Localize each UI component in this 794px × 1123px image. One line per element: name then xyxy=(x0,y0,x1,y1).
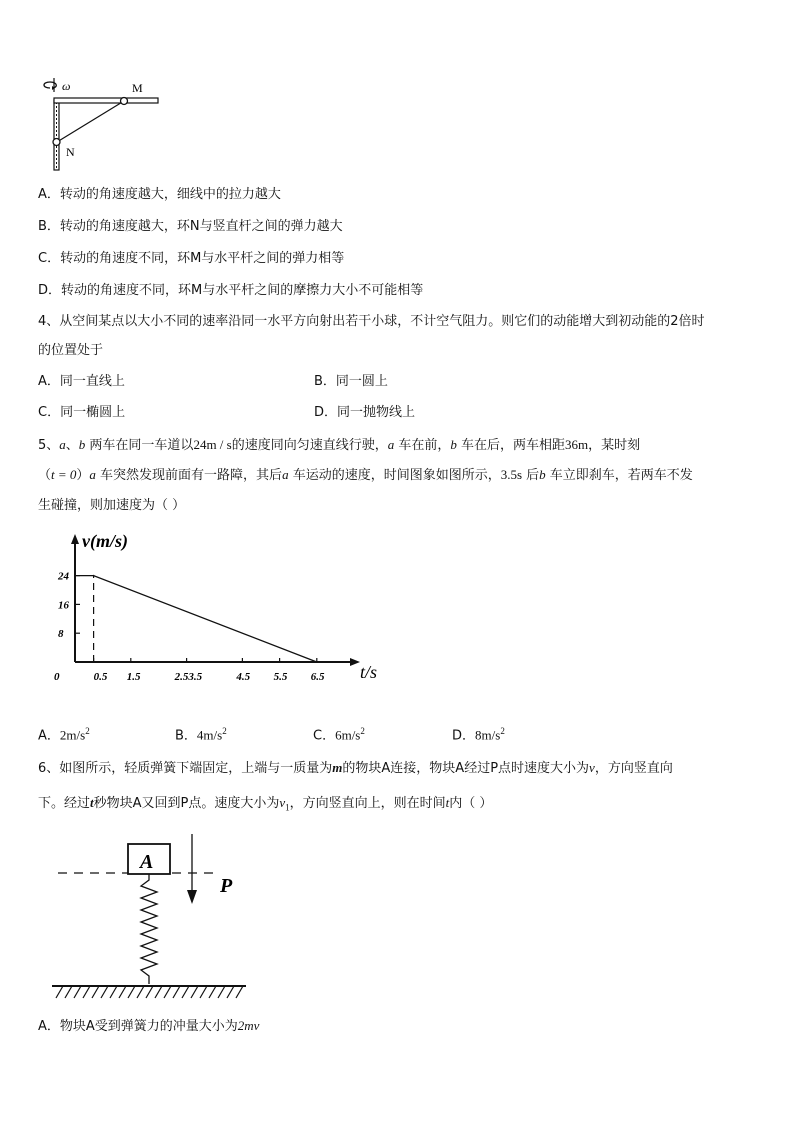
hatch-mark xyxy=(101,986,108,998)
q4-option-b: B．同一圆上 xyxy=(314,374,388,389)
spring-block-figure xyxy=(50,828,260,1008)
q6-stem-line1: 6、如图所示，轻质弹簧下端固定，上端与一质量为m的物块A连接，物块A经过P点时速度大小为v，方向竖直向 xyxy=(38,760,673,776)
hatch-mark xyxy=(209,986,216,998)
hatch-mark xyxy=(191,986,198,998)
q5-stem-line2: （t = 0）a 车突然发现前面有一路障，其后a 车运动的速度，时间图象如图所示，3.5s 后b 车立即刹车，若两车不发 xyxy=(38,467,693,483)
x-axis-label: t/s xyxy=(360,662,378,682)
hatch-mark xyxy=(146,986,153,998)
ring-M xyxy=(121,98,128,105)
q5-option-b: B．$4m/s^2$ xyxy=(175,726,227,744)
hatch-mark xyxy=(65,986,72,998)
q5-option-a: A．$2m/s^2$ xyxy=(38,726,90,744)
hatch-mark xyxy=(74,986,81,998)
string xyxy=(57,101,124,142)
hatch-mark xyxy=(173,986,180,998)
q5-stem-line3: 生碰撞，则加速度为（ ） xyxy=(38,498,186,513)
x-tick-label: 5.5 xyxy=(273,671,288,683)
hatch-mark xyxy=(128,986,135,998)
hatch-mark xyxy=(119,986,126,998)
q5-option-d: D．$8m/s^2$ xyxy=(452,726,505,744)
q4-option-c: C．同一椭圆上 xyxy=(38,405,126,420)
q3-option-d: D．转动的角速度不同，环M与水平杆之间的摩擦力大小不可能相等 xyxy=(38,283,424,298)
q4-stem-line1: 4、从空间某点以大小不同的速率沿同一水平方向射出若干小球，不计空气阻力。则它们的动能增大到初动能的2倍时 xyxy=(38,314,705,329)
hatch-mark xyxy=(200,986,207,998)
x-axis-arrow xyxy=(350,658,360,666)
arrow-down-icon xyxy=(187,890,197,904)
hatch-mark xyxy=(137,986,144,998)
omega-label: ω xyxy=(62,79,71,93)
ring-N xyxy=(53,139,60,146)
rotating-rod-figure xyxy=(38,74,168,174)
hatch-mark xyxy=(182,986,189,998)
data-point xyxy=(74,575,76,577)
y-axis-label: v(m/s) xyxy=(82,531,128,551)
label-M: M xyxy=(132,81,143,95)
q4-option-a: A．同一直线上 xyxy=(38,374,125,389)
hatch-mark xyxy=(164,986,171,998)
spring xyxy=(141,874,157,984)
q3-option-c: C．转动的角速度不同，环M与水平杆之间的弹力相等 xyxy=(38,251,345,266)
horizontal-rod xyxy=(54,98,158,103)
x-tick-label: 0 xyxy=(54,671,60,683)
x-tick-label: 2.53.5 xyxy=(174,671,203,683)
q3-option-b: B．转动的角速度越大，环N与竖直杆之间的弹力越大 xyxy=(38,219,343,234)
velocity-time-chart xyxy=(50,530,400,692)
x-tick-label: 4.5 xyxy=(236,671,251,683)
hatch-mark xyxy=(92,986,99,998)
hatch-mark xyxy=(110,986,117,998)
x-tick-label: 1.5 xyxy=(126,671,141,683)
q4-stem-line2: 的位置处于 xyxy=(38,343,104,358)
point-P-label: P xyxy=(220,875,233,897)
hatch-mark xyxy=(155,986,162,998)
q3-option-a: A．转动的角速度越大，细线中的拉力越大 xyxy=(38,187,281,202)
q5-option-c: C．$6m/s^2$ xyxy=(313,726,365,744)
series-line-a-car xyxy=(75,576,317,662)
q4-option-d: D．同一抛物线上 xyxy=(314,405,416,420)
x-tick-label: 6.5 xyxy=(310,671,325,683)
y-axis-arrow xyxy=(71,534,79,544)
ground-hatch xyxy=(56,986,243,998)
label-N: N xyxy=(66,145,75,159)
data-point xyxy=(93,575,95,577)
q6-stem-line2: 下。经过t秒物块A又回到P点。速度大小为$v_1$，方向竖直向上，则在时间t内（ ） xyxy=(38,795,493,813)
hatch-mark xyxy=(236,986,243,998)
hatch-mark xyxy=(227,986,234,998)
q5-stem-line1: 5、a、b 两车在同一车道以24m / s的速度同向匀速直线行驶，a 车在前，b 车在后，两车相距36m，某时刻 xyxy=(38,437,641,453)
x-tick-label: 0.5 xyxy=(93,671,108,683)
data-point xyxy=(316,661,318,663)
y-tick-label: 8 xyxy=(58,628,64,641)
hatch-mark xyxy=(218,986,225,998)
q6-option-a: A．物块A受到弹簧力的冲量大小为2mv xyxy=(38,1018,260,1034)
block-A-label: A xyxy=(140,851,154,873)
hatch-mark xyxy=(83,986,90,998)
hatch-mark xyxy=(56,986,63,998)
y-tick-label: 16 xyxy=(58,599,69,612)
y-tick-label: 24 xyxy=(58,570,69,583)
